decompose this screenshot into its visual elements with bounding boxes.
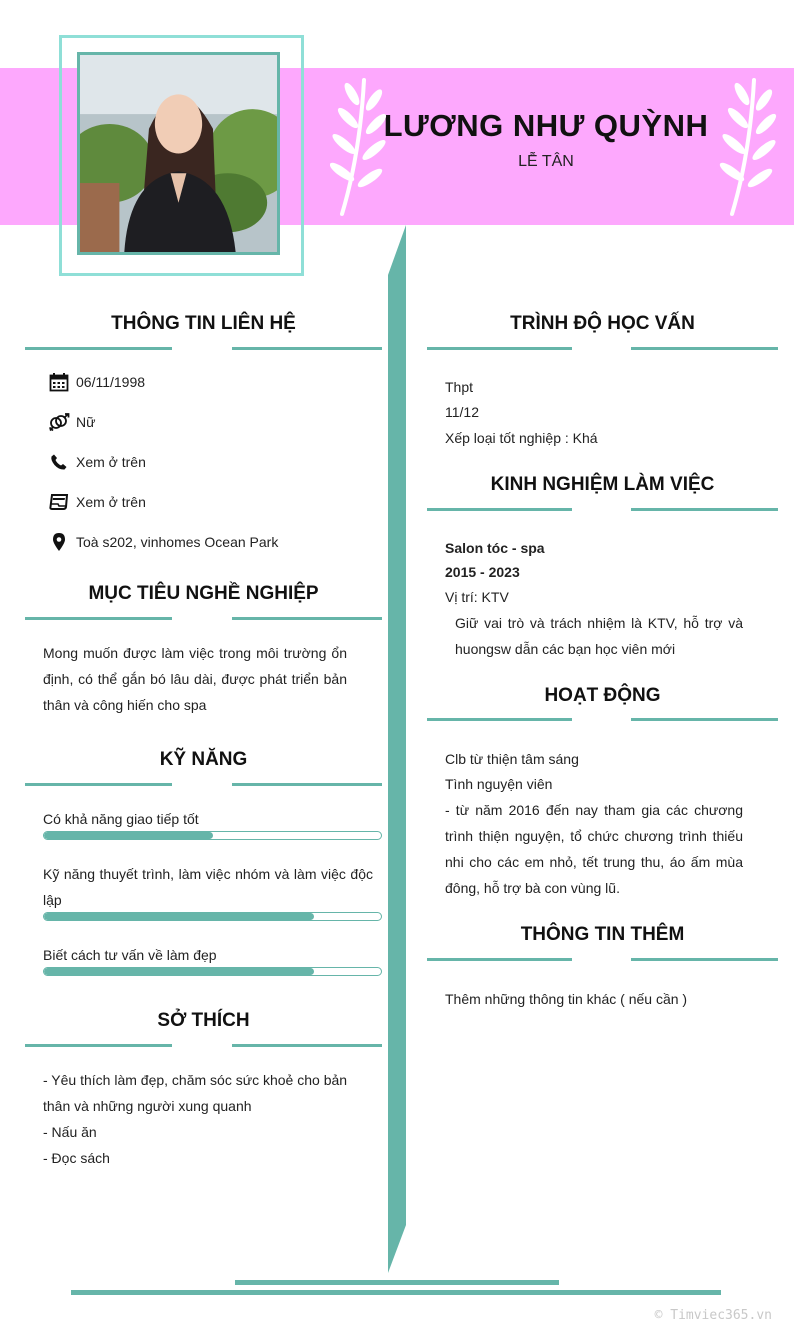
- section-title-activities: HOẠT ĐỘNG: [544, 685, 661, 706]
- section-title-skills: KỸ NĂNG: [159, 749, 248, 770]
- portrait-photo: [80, 55, 277, 252]
- avatar: [77, 52, 280, 255]
- gender-icon: [48, 411, 70, 433]
- skill-bar-fill: [44, 968, 314, 975]
- section-title-experience: KINH NGHIỆM LÀM VIỆC: [490, 474, 715, 495]
- phone-icon: [48, 451, 70, 473]
- section-rule: [232, 1044, 382, 1047]
- section-title-objective: MỤC TIÊU NGHỀ NGHIỆP: [88, 583, 319, 604]
- experience-company: Salon tóc - spa: [445, 540, 545, 556]
- additional-text: Thêm những thông tin khác ( nếu cần ): [445, 991, 688, 1007]
- contact-item-address: [48, 531, 278, 553]
- section-rule: [25, 783, 172, 786]
- section-title-education: TRÌNH ĐỘ HỌC VẤN: [510, 313, 695, 334]
- skill-label: Biết cách tư vấn về làm đẹp: [43, 947, 217, 963]
- footer-rule: [235, 1280, 559, 1285]
- education-grade: 11/12: [445, 404, 479, 420]
- activity-role: Tình nguyện viên: [445, 776, 553, 792]
- activity-org: Clb từ thiện tâm sáng: [445, 751, 579, 767]
- calendar-icon: [48, 371, 70, 393]
- contact-item-email: [48, 491, 146, 513]
- contact-birthday: 06/11/1998: [76, 374, 146, 390]
- column-divider: [388, 225, 410, 1275]
- section-rule: [232, 617, 382, 620]
- experience-description: Giữ vai trò và trách nhiệm là KTV, hỗ trợ và huongsw dẫn các bạn học viên mới: [455, 615, 743, 657]
- section-rule: [232, 783, 382, 786]
- skill-bar: [43, 831, 382, 840]
- contact-item-gender: [48, 411, 95, 433]
- hobby-line: - Yêu thích làm đẹp, chăm sóc sức khoẻ cho bản thân và những người xung quanh: [43, 1072, 348, 1114]
- footer-rule: [71, 1290, 721, 1295]
- section-rule: [631, 347, 778, 350]
- section-rule: [25, 347, 172, 350]
- experience-position: Vị trí: KTV: [445, 589, 509, 605]
- section-rule: [631, 958, 778, 961]
- hobby-line: - Đọc sách: [43, 1150, 110, 1166]
- section-rule: [631, 718, 778, 721]
- skill-bar-fill: [44, 913, 314, 920]
- contact-email: Xem ở trên: [76, 494, 146, 510]
- hobby-line: - Nấu ăn: [43, 1124, 97, 1140]
- contact-item-phone: [48, 451, 146, 473]
- section-rule: [25, 1044, 172, 1047]
- email-icon: [48, 491, 70, 513]
- section-title-hobbies: SỞ THÍCH: [157, 1010, 250, 1031]
- section-title-contact: THÔNG TIN LIÊN HỆ: [111, 313, 296, 334]
- skill-bar: [43, 967, 382, 976]
- activity-description: - từ năm 2016 đến nay tham gia các chương trình thiện nguyện, tổ chức chương trình thiếu nhi cho các em nhỏ, tết trung thu, áo ấm mùa đông, hỗ trợ bà con vùng lũ.: [445, 802, 743, 896]
- skill-label: Có khả năng giao tiếp tốt: [43, 811, 199, 827]
- education-rank: Xếp loại tốt nghiệp : Khá: [445, 430, 598, 446]
- leaf-decoration-icon: [330, 74, 390, 219]
- experience-period: 2015 - 2023: [445, 564, 520, 580]
- section-rule: [427, 347, 572, 350]
- contact-item-birthday: [48, 371, 145, 393]
- skill-label: Kỹ năng thuyết trình, làm việc nhóm và làm việc độc lập: [43, 866, 373, 908]
- objective-text: Mong muốn được làm việc trong môi trường ổn định, có thể gắn bó lâu dài, được phát triển bản thân và công hiến cho spa: [43, 645, 347, 713]
- section-rule: [631, 508, 778, 511]
- section-rule: [25, 617, 172, 620]
- section-rule: [427, 508, 572, 511]
- education-school: Thpt: [445, 379, 474, 395]
- contact-gender: Nữ: [76, 414, 96, 430]
- contact-phone: Xem ở trên: [76, 454, 146, 470]
- skill-bar-fill: [44, 832, 213, 839]
- candidate-name: LƯƠNG NHƯ QUỲNH: [383, 108, 709, 143]
- section-rule: [427, 958, 572, 961]
- skill-bar: [43, 912, 382, 921]
- copyright-text: © Timviec365.vn: [654, 1308, 772, 1323]
- contact-address: Toà s202, vinhomes Ocean Park: [76, 534, 279, 550]
- section-title-additional: THÔNG TIN THÊM: [520, 924, 685, 945]
- location-pin-icon: [48, 531, 70, 553]
- job-title: LỄ TÂN: [518, 153, 574, 170]
- section-rule: [232, 347, 382, 350]
- section-rule: [427, 718, 572, 721]
- leaf-decoration-icon: [718, 74, 778, 219]
